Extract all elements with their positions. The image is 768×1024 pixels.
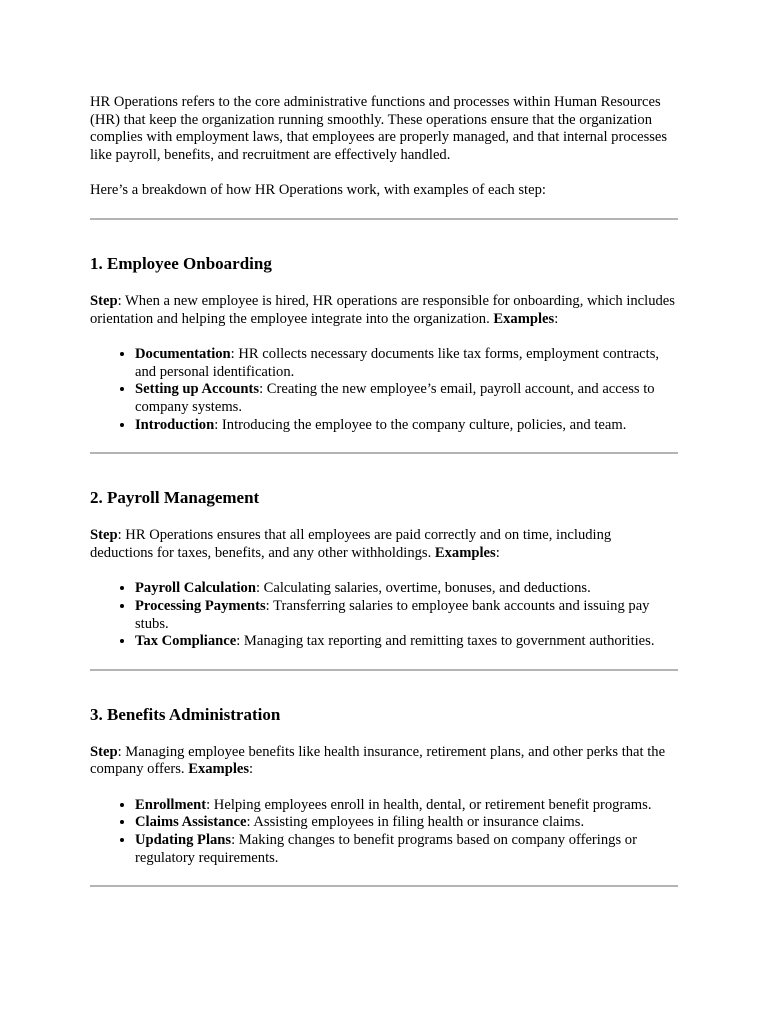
item-term: Tax Compliance (135, 633, 237, 650)
section-divider (90, 669, 678, 671)
examples-list (90, 346, 678, 434)
step-paragraph (90, 744, 678, 779)
item-text: : Creating the new employee’s email, payroll account, and access to company systems. (135, 381, 655, 415)
examples-list (90, 797, 678, 867)
examples-label: Examples (493, 310, 555, 327)
list-item (135, 417, 678, 435)
item-text: : Managing tax reporting and remitting taxes to government authorities. (236, 633, 655, 650)
step-label: Step (90, 743, 118, 760)
intro-paragraph: HR Operations refers to the core administrative functions and processes within Human Resources (HR) that keep the organization running smoothly. These operations ensure that the organization complies with employment laws, that employees are properly managed, and that internal processes like payroll, benefits, and recruitment are effectively handled. (90, 94, 668, 163)
item-term: Introduction (135, 416, 215, 433)
intro-breakdown-paragraph: Here’s a breakdown of how HR Operations work, with examples of each step: (90, 182, 546, 199)
item-term: Documentation (135, 346, 231, 363)
item-term: Processing Payments (135, 597, 266, 614)
item-text: : Calculating salaries, overtime, bonuses, and deductions. (255, 580, 591, 597)
item-text: : Making changes to benefit programs based on company offerings or regulatory requirements. (135, 832, 637, 866)
list-item (135, 633, 678, 651)
item-term: Updating Plans (135, 832, 232, 849)
section-title: 2. Payroll Management (90, 488, 260, 508)
step-paragraph (90, 527, 678, 562)
item-text: : Introducing the employee to the company culture, policies, and team. (214, 416, 627, 433)
examples-list (90, 580, 678, 650)
step-paragraph (90, 293, 678, 328)
section-employee-onboarding (90, 254, 678, 454)
section-benefits-administration (90, 705, 678, 888)
examples-label: Examples (188, 761, 250, 778)
item-term: Payroll Calculation (135, 580, 256, 597)
item-term: Claims Assistance (135, 814, 247, 831)
list-item (135, 381, 678, 416)
examples-colon: : (249, 761, 254, 778)
step-text: : Managing employee benefits like health insurance, retirement plans, and other perks that the company offers. (90, 743, 666, 778)
section-divider (90, 218, 678, 220)
document-body (90, 94, 678, 887)
step-text: : When a new employee is hired, HR operations are responsible for onboarding, which includes orientation and helping the employee integrate into the organization. (90, 292, 675, 327)
section-payroll-management (90, 488, 678, 671)
section-title: 3. Benefits Administration (90, 704, 281, 724)
list-item (135, 797, 678, 815)
list-item (135, 814, 678, 832)
item-text: : Transferring salaries to employee bank accounts and issuing pay stubs. (135, 597, 650, 632)
item-text: : Assisting employees in filing health or insurance claims. (246, 814, 585, 831)
item-text: : Helping employees enroll in health, dental, or retirement benefit programs. (206, 796, 652, 813)
list-item (135, 580, 678, 598)
step-label: Step (90, 527, 118, 544)
list-item (135, 832, 678, 867)
item-term: Enrollment (135, 796, 207, 813)
examples-label: Examples (434, 544, 496, 561)
examples-colon: : (495, 544, 500, 561)
section-divider (90, 452, 678, 454)
section-title: 1. Employee Onboarding (90, 253, 272, 273)
step-text: : HR Operations ensures that all employees are paid correctly and on time, including deductions for taxes, benefits, and any other withholdings. (90, 527, 612, 561)
item-text: : HR collects necessary documents like tax forms, employment contracts, and personal identification. (135, 346, 660, 380)
examples-colon: : (554, 310, 559, 327)
item-term: Setting up Accounts (135, 381, 260, 398)
section-divider (90, 885, 678, 887)
step-label: Step (90, 292, 118, 309)
list-item (135, 598, 678, 633)
list-item (135, 346, 678, 381)
